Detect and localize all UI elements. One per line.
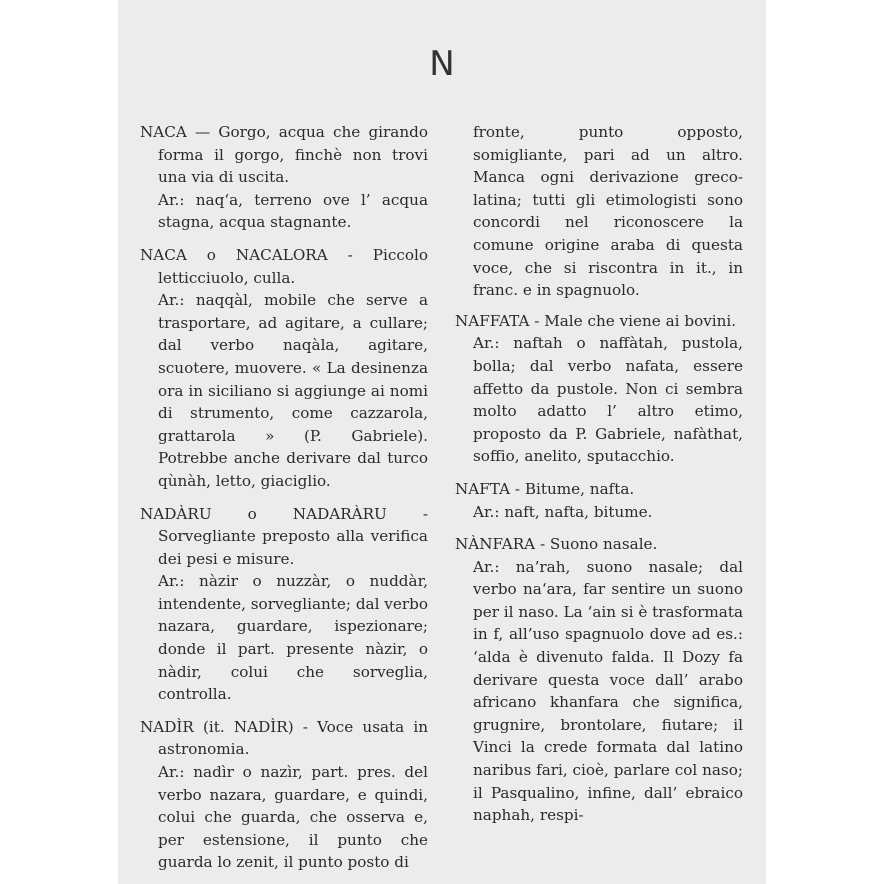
entry-etymology: Ar.: nadìr o nazìr, part. pres. del verbo nazara, guardare, e quindi, colui che guarda, che osserva e, per estensione, il punto che guarda lo zenit, il punto posto di xyxy=(158,763,428,872)
left-column xyxy=(140,121,428,884)
entry-etymology: Ar.: naqqàl, mobile che serve a trasportare, ad agitare, a cullare; dal verbo naqàla, agitare, scuotere, muovere. « La desinenza ora in siciliano si aggiunge ai nomi di strumento, come cazzarola, grattarola » (P. Gabriele). Potrebbe anche derivare dal turco qùnàh, letto, giaciglio. xyxy=(158,291,428,490)
dictionary-page xyxy=(118,0,766,884)
entry-nafta xyxy=(455,478,743,523)
right-column xyxy=(455,121,743,837)
entry-headword: NACA o NACALORA - Piccolo letticciuolo, culla. xyxy=(140,245,428,287)
entry-nadir-continued xyxy=(455,121,743,302)
entry-etymology: Ar.: nàzir o nuzzàr, o nuddàr, intendente, sorvegliante; dal verbo nazara, guardare, ispezionare; donde il part. presente nàzir, o nàdir, colui che sorveglia, controlla. xyxy=(158,572,428,704)
entry-etymology: Ar.: naft, nafta, bitume. xyxy=(473,502,653,521)
entry-headword: NAFFATA - Male che viene ai bovini. xyxy=(455,311,737,330)
entry-nanfara xyxy=(455,533,743,827)
entry-headword: NADÌR (it. NADÌR) - Voce usata in astronomia. xyxy=(140,717,428,759)
entry-naca xyxy=(140,121,428,234)
entry-etymology: Ar.: na’rah, suono nasale; dal verbo na‘ara, far sentire un suono per il naso. La ‘ain si è trasformata in f, all’uso spagnuolo dove ad es.: ‘alda è divenuto falda. Il Dozy fa derivare questa voce dall’ arabo africano khanfara che significa, grugnire, brontolare, fiutare; il Vinci la crede formata dal latino naribus fari, cioè, parlare col naso; il Pasqualino, infine, dall’ ebraico naphah, respi- xyxy=(473,557,743,825)
section-letter: N xyxy=(429,44,455,84)
entry-headword: NADÀRU o NADARÀRU - Sorvegliante preposto alla verifica dei pesi e misure. xyxy=(140,504,428,568)
entry-naffata xyxy=(455,310,743,468)
entry-nadir xyxy=(140,716,428,874)
entry-headword: NAFTA - Bitume, nafta. xyxy=(455,479,635,498)
entry-etymology: Ar.: naq‘a, terreno ove l’ acqua stagna, acqua stagnante. xyxy=(158,190,428,232)
entry-headword: NÀNFARA - Suono nasale. xyxy=(455,535,658,554)
entry-nadaru xyxy=(140,503,428,706)
entry-naca-nacalora xyxy=(140,244,428,493)
entry-headword: NACA — Gorgo, acqua che girando forma il gorgo, finchè non trovi una via di uscita. xyxy=(140,123,428,187)
entry-etymology: Ar.: naftah o naffàtah, pustola, bolla; dal verbo nafata, essere affetto da pustole. Non ci sembra molto adatto l’ altro etimo, proposto da P. Gabriele, nafàthat, soffio, anelito, sputacchio. xyxy=(473,334,743,466)
entry-etymology: fronte, punto opposto, somigliante, pari ad un altro. Manca ogni derivazione greco-latina; tutti gli etimologisti sono concordi nel riconoscere la comune origine araba di questa voce, che si riscontra in it., in franc. e in spagnuolo. xyxy=(473,123,743,300)
